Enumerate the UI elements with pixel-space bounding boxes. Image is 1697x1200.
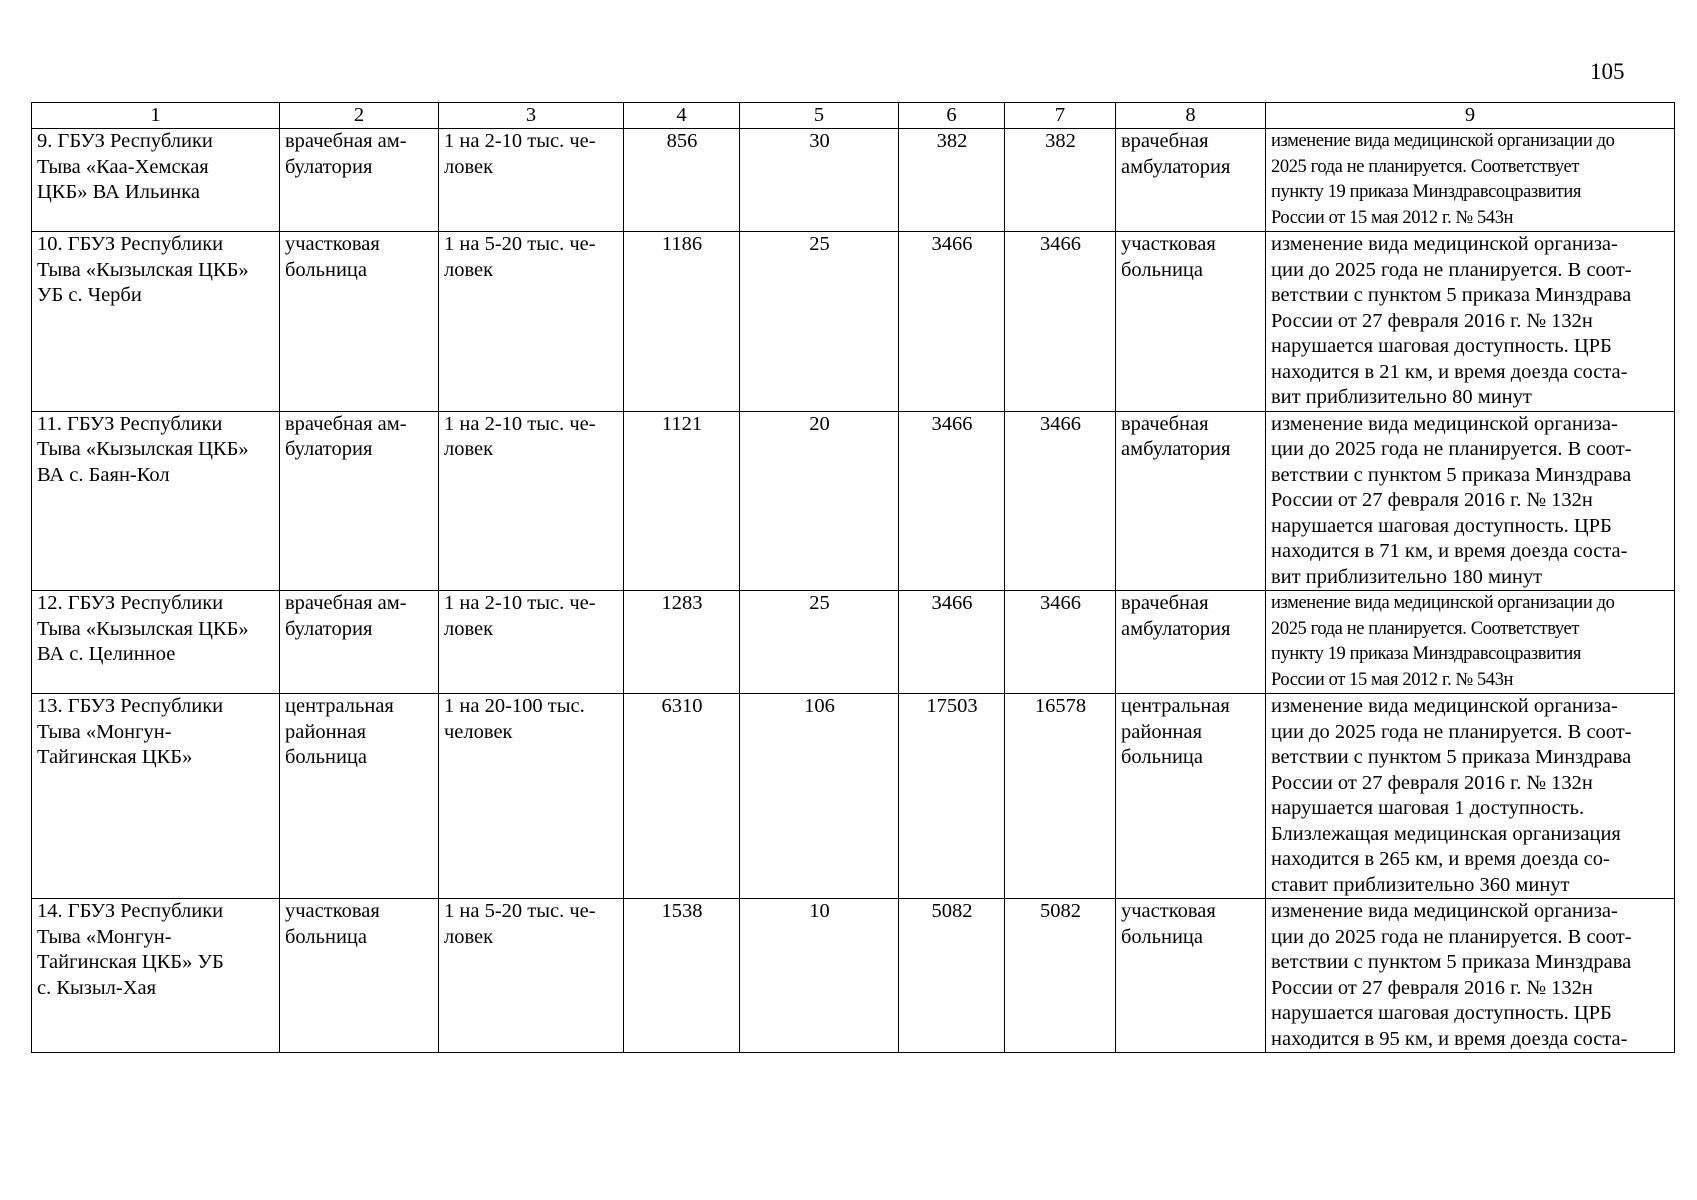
value-col-6-cell (899, 899, 1005, 1053)
population-norm-text: 1 на 2-10 тыс. че- ловек (444, 130, 596, 178)
value-col-6-text: 3466 (931, 592, 973, 614)
header-row (32, 103, 1675, 129)
value-col-7-text: 3466 (1040, 412, 1081, 435)
value-col-5-cell (740, 129, 899, 232)
value-col-4-cell (624, 129, 740, 232)
facility-name-text: 12. ГБУЗ Республики Тыва «Кызылская ЦКБ» ВА с. Целинное (37, 592, 249, 665)
value-col-7-text: 382 (1045, 130, 1076, 152)
value-col-6-text: 3466 (931, 412, 973, 435)
facility-type-after-text: центральная районная больница (1121, 695, 1230, 768)
facility-type-after-cell (1116, 899, 1266, 1053)
facilities-table (31, 102, 1675, 1053)
value-col-4-cell (624, 232, 740, 412)
facility-name-cell (32, 232, 280, 412)
note-text: изменение вида медицинской организа- ции до 2025 года не планируется. В соот- ветствии с пунктом 5 приказа Минздрава России от 27 февраля 2016 г. № 132н нарушается шаговая доступность. ЦРБ находится в 21 км, и время доезда соста- вит приблизительно 80 минут (1271, 233, 1632, 408)
facility-name-text: 11. ГБУЗ Республики Тыва «Кызылская ЦКБ» ВА с. Баян-Кол (37, 412, 249, 486)
value-col-5-cell (740, 232, 899, 412)
facility-type-after-text: врачебная амбулатория (1121, 592, 1231, 640)
facility-type-cell (280, 232, 439, 412)
table-row (32, 129, 1675, 232)
value-col-4-text: 856 (666, 130, 698, 152)
facility-type-after-text: врачебная амбулатория (1121, 130, 1231, 178)
value-col-4-cell (624, 899, 740, 1053)
population-norm-cell (439, 694, 624, 899)
value-col-7-cell (1005, 591, 1116, 694)
population-norm-cell (439, 899, 624, 1053)
note-cell (1266, 694, 1675, 899)
population-norm-cell (439, 591, 624, 694)
value-col-7-cell (1005, 411, 1116, 591)
facility-type-text: врачебная ам- булатория (285, 592, 407, 640)
note-text: изменение вида медицинской организа- ции до 2025 года не планируется. В соот- ветствии с пунктом 5 приказа Минздрава России от 27 февраля 2016 г. № 132н нарушается шаговая доступность. ЦРБ находится в 95 км, и время доезда соста- (1271, 900, 1632, 1050)
table-header (32, 103, 1675, 129)
value-col-6-cell (899, 694, 1005, 899)
facility-name-cell (32, 129, 280, 232)
value-col-4-cell (624, 411, 740, 591)
header-col-9: 9 (1266, 103, 1675, 129)
value-col-4-cell (624, 591, 740, 694)
value-col-7-text: 3466 (1040, 233, 1081, 255)
header-col-6: 6 (899, 103, 1005, 129)
header-col-2: 2 (280, 103, 439, 129)
value-col-7-text: 16578 (1034, 695, 1087, 717)
facility-name-cell (32, 694, 280, 899)
page-number: 105 (1590, 59, 1625, 84)
table-row (32, 232, 1675, 412)
value-col-7-text: 5082 (1040, 900, 1081, 922)
population-norm-cell (439, 129, 624, 232)
population-norm-text: 1 на 2-10 тыс. че- ловек (444, 592, 596, 640)
note-text: изменение вида медицинской организации до 2025 года не планируется. Соответствует пункту 19 приказа Минздравсоцразвития России от 15 мая 2012 г. № 543н (1271, 593, 1615, 690)
population-norm-cell (439, 411, 624, 591)
table-body (32, 129, 1675, 1053)
value-col-5-cell (740, 899, 899, 1053)
value-col-5-cell (740, 591, 899, 694)
facility-name-cell (32, 899, 280, 1053)
population-norm-text: 1 на 2-10 тыс. че- ловек (444, 412, 596, 460)
value-col-4-text: 1186 (661, 233, 703, 255)
population-norm-text: 1 на 5-20 тыс. че- ловек (444, 900, 596, 948)
note-text: изменение вида медицинской организа- ции до 2025 года не планируется. В соот- ветствии с пунктом 5 приказа Минздрава России от 27 февраля 2016 г. № 132н нарушается шаговая 1 доступность. Близлежащая медицинская организация находится в 265 км, и время доезда со- ставит приблизительно 360 минут (1271, 695, 1632, 896)
facility-type-after-cell (1116, 232, 1266, 412)
facility-type-cell (280, 694, 439, 899)
value-col-4-text: 6310 (661, 695, 703, 717)
facility-name-text: 14. ГБУЗ Республики Тыва «Монгун- Тайгинская ЦКБ» УБ с. Кызыл-Хая (37, 900, 224, 999)
facility-type-after-cell (1116, 411, 1266, 591)
value-col-6-text: 3466 (931, 233, 973, 255)
header-col-1: 1 (32, 103, 280, 129)
value-col-7-cell (1005, 899, 1116, 1053)
value-col-4-cell (624, 694, 740, 899)
value-col-5-text: 25 (809, 233, 830, 255)
facility-type-after-cell (1116, 694, 1266, 899)
value-col-6-cell (899, 232, 1005, 412)
value-col-7-cell (1005, 129, 1116, 232)
note-cell (1266, 129, 1675, 232)
value-col-6-text: 5082 (931, 900, 973, 922)
value-col-7-cell (1005, 694, 1116, 899)
value-col-5-cell (740, 411, 899, 591)
header-col-8: 8 (1116, 103, 1266, 129)
facility-type-after-text: участковая больница (1121, 900, 1216, 948)
header-col-4: 4 (624, 103, 740, 129)
value-col-6-cell (899, 411, 1005, 591)
value-col-7-text: 3466 (1040, 592, 1081, 614)
facility-type-text: врачебная ам- булатория (285, 412, 407, 460)
facility-type-text: врачебная ам- булатория (285, 130, 407, 178)
facility-name-text: 10. ГБУЗ Республики Тыва «Кызылская ЦКБ» УБ с. Черби (37, 233, 249, 306)
population-norm-text: 1 на 20-100 тыс. человек (444, 695, 585, 743)
table-row (32, 591, 1675, 694)
note-cell (1266, 591, 1675, 694)
value-col-4-text: 1121 (661, 412, 703, 435)
table-row (32, 899, 1675, 1053)
value-col-6-text: 382 (936, 130, 968, 152)
facility-name-text: 9. ГБУЗ Республики Тыва «Каа-Хемская ЦКБ» ВА Ильинка (37, 130, 213, 203)
value-col-5-text: 25 (809, 592, 830, 614)
value-col-5-text: 30 (809, 130, 830, 152)
facility-name-cell (32, 411, 280, 591)
facility-type-after-cell (1116, 591, 1266, 694)
facility-type-text: участковая больница (285, 233, 380, 281)
value-col-5-text: 10 (809, 900, 830, 922)
facility-type-cell (280, 411, 439, 591)
value-col-4-text: 1283 (661, 592, 703, 614)
note-text: изменение вида медицинской организа- ции до 2025 года не планируется. В соот- ветствии с пунктом 5 приказа Минздрава России от 27 февраля 2016 г. № 132н нарушается шаговая доступность. ЦРБ находится в 71 км, и время доезда соста- вит приблизительно 180 минут (1271, 412, 1632, 588)
value-col-5-cell (740, 694, 899, 899)
note-cell (1266, 899, 1675, 1053)
value-col-6-text: 17503 (926, 695, 978, 717)
value-col-6-cell (899, 591, 1005, 694)
facility-type-cell (280, 591, 439, 694)
facility-type-cell (280, 129, 439, 232)
facility-type-after-text: участковая больница (1121, 233, 1216, 281)
value-col-5-text: 20 (809, 412, 830, 435)
value-col-7-cell (1005, 232, 1116, 412)
value-col-6-cell (899, 129, 1005, 232)
facility-type-after-cell (1116, 129, 1266, 232)
table-row (32, 411, 1675, 591)
facility-name-cell (32, 591, 280, 694)
facility-type-text: центральная районная больница (285, 695, 394, 768)
value-col-5-text: 106 (804, 695, 835, 717)
value-col-4-text: 1538 (661, 900, 703, 922)
note-text: изменение вида медицинской организации до 2025 года не планируется. Соответствует пункту 19 приказа Минздравсоцразвития России от 15 мая 2012 г. № 543н (1271, 131, 1615, 228)
header-col-5: 5 (740, 103, 899, 129)
facility-type-cell (280, 899, 439, 1053)
note-cell (1266, 232, 1675, 412)
header-col-3: 3 (439, 103, 624, 129)
facility-type-text: участковая больница (285, 900, 380, 948)
table-row (32, 694, 1675, 899)
facility-type-after-text: врачебная амбулатория (1121, 412, 1231, 460)
population-norm-text: 1 на 5-20 тыс. че- ловек (444, 233, 596, 281)
population-norm-cell (439, 232, 624, 412)
facility-name-text: 13. ГБУЗ Республики Тыва «Монгун- Тайгинская ЦКБ» (37, 695, 224, 768)
header-col-7: 7 (1005, 103, 1116, 129)
note-cell (1266, 411, 1675, 591)
